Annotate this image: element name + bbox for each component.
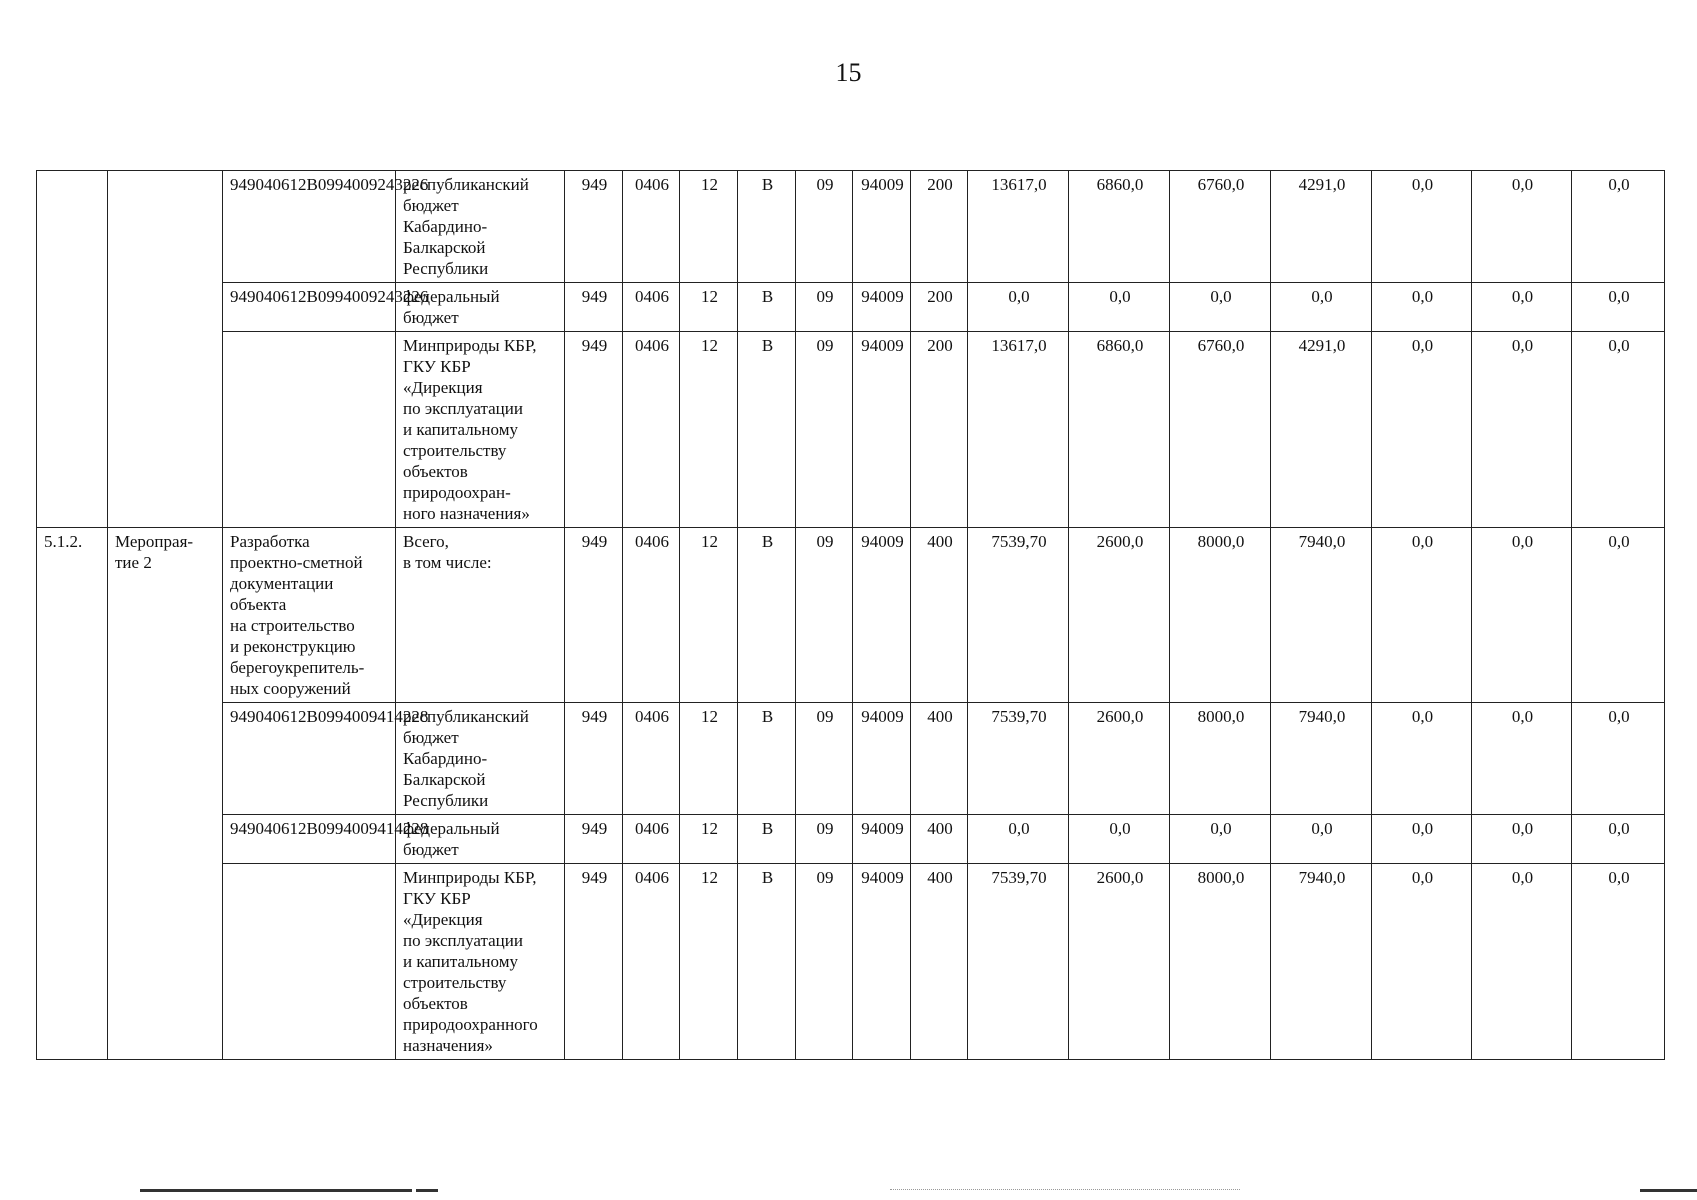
table-row [37, 815, 1665, 864]
cs-cell: 12 [680, 171, 738, 283]
amount-cell: 0,0 [1372, 703, 1472, 815]
amount-cell: 0,0 [1372, 283, 1472, 332]
funding-source-cell: республиканский бюджет Кабардино- Балкарской Республики [396, 171, 565, 283]
amount-cell: 0,0 [1572, 332, 1665, 528]
amount-cell: 0,0 [1372, 815, 1472, 864]
row-number-cell: 5.1.2. [37, 528, 108, 1060]
cs-cell: 12 [680, 815, 738, 864]
amount-cell: 0,0 [1572, 171, 1665, 283]
cs-cell: 94009 [853, 171, 911, 283]
amount-cell: 7539,70 [968, 864, 1069, 1060]
amount-cell: 0,0 [1271, 283, 1372, 332]
amount-cell: 6860,0 [1069, 332, 1170, 528]
funding-source-cell: Всего, в том числе: [396, 528, 565, 703]
table-row [37, 528, 1665, 703]
cs-cell: 09 [796, 283, 853, 332]
cs-cell: 94009 [853, 332, 911, 528]
amount-cell: 0,0 [1472, 283, 1572, 332]
table-row [37, 171, 1665, 283]
grbs-cell: 949 [565, 283, 623, 332]
grbs-cell: 949 [565, 528, 623, 703]
budget-code-cell: 949040612B0994009414228 [223, 703, 396, 815]
cs-cell: 09 [796, 528, 853, 703]
amount-cell: 0,0 [1572, 815, 1665, 864]
rzpr-cell: 0406 [623, 703, 680, 815]
funding-source-cell: федеральный бюджет [396, 815, 565, 864]
vr-cell: 400 [911, 864, 968, 1060]
cs-cell: В [738, 703, 796, 815]
grbs-cell: 949 [565, 171, 623, 283]
amount-cell: 2600,0 [1069, 703, 1170, 815]
amount-cell: 4291,0 [1271, 332, 1372, 528]
rzpr-cell: 0406 [623, 283, 680, 332]
amount-cell: 7940,0 [1271, 528, 1372, 703]
vr-cell: 400 [911, 815, 968, 864]
cs-cell: 12 [680, 283, 738, 332]
cs-cell: 12 [680, 528, 738, 703]
grbs-cell: 949 [565, 332, 623, 528]
amount-cell: 0,0 [1472, 528, 1572, 703]
amount-cell: 7940,0 [1271, 864, 1372, 1060]
amount-cell: 6860,0 [1069, 171, 1170, 283]
cs-cell: В [738, 815, 796, 864]
cs-cell: В [738, 171, 796, 283]
vr-cell: 200 [911, 171, 968, 283]
cs-cell: 94009 [853, 528, 911, 703]
table-row [37, 332, 1665, 528]
amount-cell: 0,0 [1372, 528, 1472, 703]
cs-cell: 94009 [853, 864, 911, 1060]
amount-cell: 13617,0 [968, 332, 1069, 528]
amount-cell: 7539,70 [968, 703, 1069, 815]
amount-cell: 0,0 [1472, 171, 1572, 283]
cs-cell: В [738, 283, 796, 332]
cs-cell: 12 [680, 332, 738, 528]
cs-cell: 09 [796, 332, 853, 528]
grbs-cell: 949 [565, 703, 623, 815]
cs-cell: 12 [680, 703, 738, 815]
cs-cell: 94009 [853, 815, 911, 864]
amount-cell: 0,0 [1372, 171, 1472, 283]
amount-cell: 0,0 [1069, 283, 1170, 332]
scan-artifact-dots [890, 1189, 1240, 1191]
amount-cell: 0,0 [1170, 815, 1271, 864]
amount-cell: 0,0 [1170, 283, 1271, 332]
amount-cell: 2600,0 [1069, 864, 1170, 1060]
event-type-cell [108, 171, 223, 528]
amount-cell: 0,0 [1271, 815, 1372, 864]
amount-cell: 8000,0 [1170, 703, 1271, 815]
vr-cell: 400 [911, 703, 968, 815]
cs-cell: 09 [796, 171, 853, 283]
amount-cell: 0,0 [1572, 528, 1665, 703]
scan-artifact-line [416, 1189, 438, 1192]
amount-cell: 0,0 [1472, 815, 1572, 864]
cs-cell: 09 [796, 815, 853, 864]
scan-artifact-line [140, 1189, 412, 1192]
vr-cell: 200 [911, 283, 968, 332]
row-number-cell [37, 171, 108, 528]
event-type-cell: Меропрая- тие 2 [108, 528, 223, 1060]
table-row [37, 283, 1665, 332]
budget-code-cell [223, 864, 396, 1060]
rzpr-cell: 0406 [623, 864, 680, 1060]
amount-cell: 7940,0 [1271, 703, 1372, 815]
amount-cell: 4291,0 [1271, 171, 1372, 283]
cs-cell: В [738, 864, 796, 1060]
cs-cell: В [738, 528, 796, 703]
grbs-cell: 949 [565, 864, 623, 1060]
budget-code-cell: 949040612B0994009243226 [223, 283, 396, 332]
amount-cell: 6760,0 [1170, 332, 1271, 528]
cs-cell: 94009 [853, 703, 911, 815]
rzpr-cell: 0406 [623, 815, 680, 864]
grbs-cell: 949 [565, 815, 623, 864]
amount-cell: 0,0 [968, 283, 1069, 332]
cs-cell: 09 [796, 703, 853, 815]
rzpr-cell: 0406 [623, 332, 680, 528]
amount-cell: 0,0 [968, 815, 1069, 864]
amount-cell: 0,0 [1572, 283, 1665, 332]
amount-cell: 0,0 [1069, 815, 1170, 864]
amount-cell: 0,0 [1572, 864, 1665, 1060]
budget-code-cell [223, 332, 396, 528]
budget-table [36, 170, 1665, 1060]
funding-source-cell: федеральный бюджет [396, 283, 565, 332]
cs-cell: В [738, 332, 796, 528]
funding-source-cell: Минприроды КБР, ГКУ КБР «Дирекция по эксплуатации и капитальному строительству объектов природоохранного назначения» [396, 864, 565, 1060]
scan-artifact-line [1640, 1189, 1697, 1192]
budget-code-cell: 949040612B0994009414228 [223, 815, 396, 864]
funding-source-cell: Минприроды КБР, ГКУ КБР «Дирекция по эксплуатации и капитальному строительству объектов природоохран- ного назначения» [396, 332, 565, 528]
cs-cell: 94009 [853, 283, 911, 332]
amount-cell: 0,0 [1372, 332, 1472, 528]
funding-source-cell: республиканский бюджет Кабардино- Балкарской Республики [396, 703, 565, 815]
amount-cell: 7539,70 [968, 528, 1069, 703]
amount-cell: 13617,0 [968, 171, 1069, 283]
amount-cell: 2600,0 [1069, 528, 1170, 703]
amount-cell: 0,0 [1472, 332, 1572, 528]
rzpr-cell: 0406 [623, 171, 680, 283]
amount-cell: 0,0 [1472, 864, 1572, 1060]
amount-cell: 0,0 [1572, 703, 1665, 815]
vr-cell: 400 [911, 528, 968, 703]
cs-cell: 12 [680, 864, 738, 1060]
page-number: 15 [835, 58, 862, 87]
amount-cell: 8000,0 [1170, 528, 1271, 703]
vr-cell: 200 [911, 332, 968, 528]
amount-cell: 0,0 [1472, 703, 1572, 815]
table-row [37, 703, 1665, 815]
event-name-cell: Разработка проектно-сметной документации объекта на строительство и реконструкцию берегоукрепитель- ных сооружений [223, 528, 396, 703]
cs-cell: 09 [796, 864, 853, 1060]
rzpr-cell: 0406 [623, 528, 680, 703]
amount-cell: 8000,0 [1170, 864, 1271, 1060]
amount-cell: 0,0 [1372, 864, 1472, 1060]
amount-cell: 6760,0 [1170, 171, 1271, 283]
table-row [37, 864, 1665, 1060]
budget-code-cell: 949040612B0994009243226 [223, 171, 396, 283]
